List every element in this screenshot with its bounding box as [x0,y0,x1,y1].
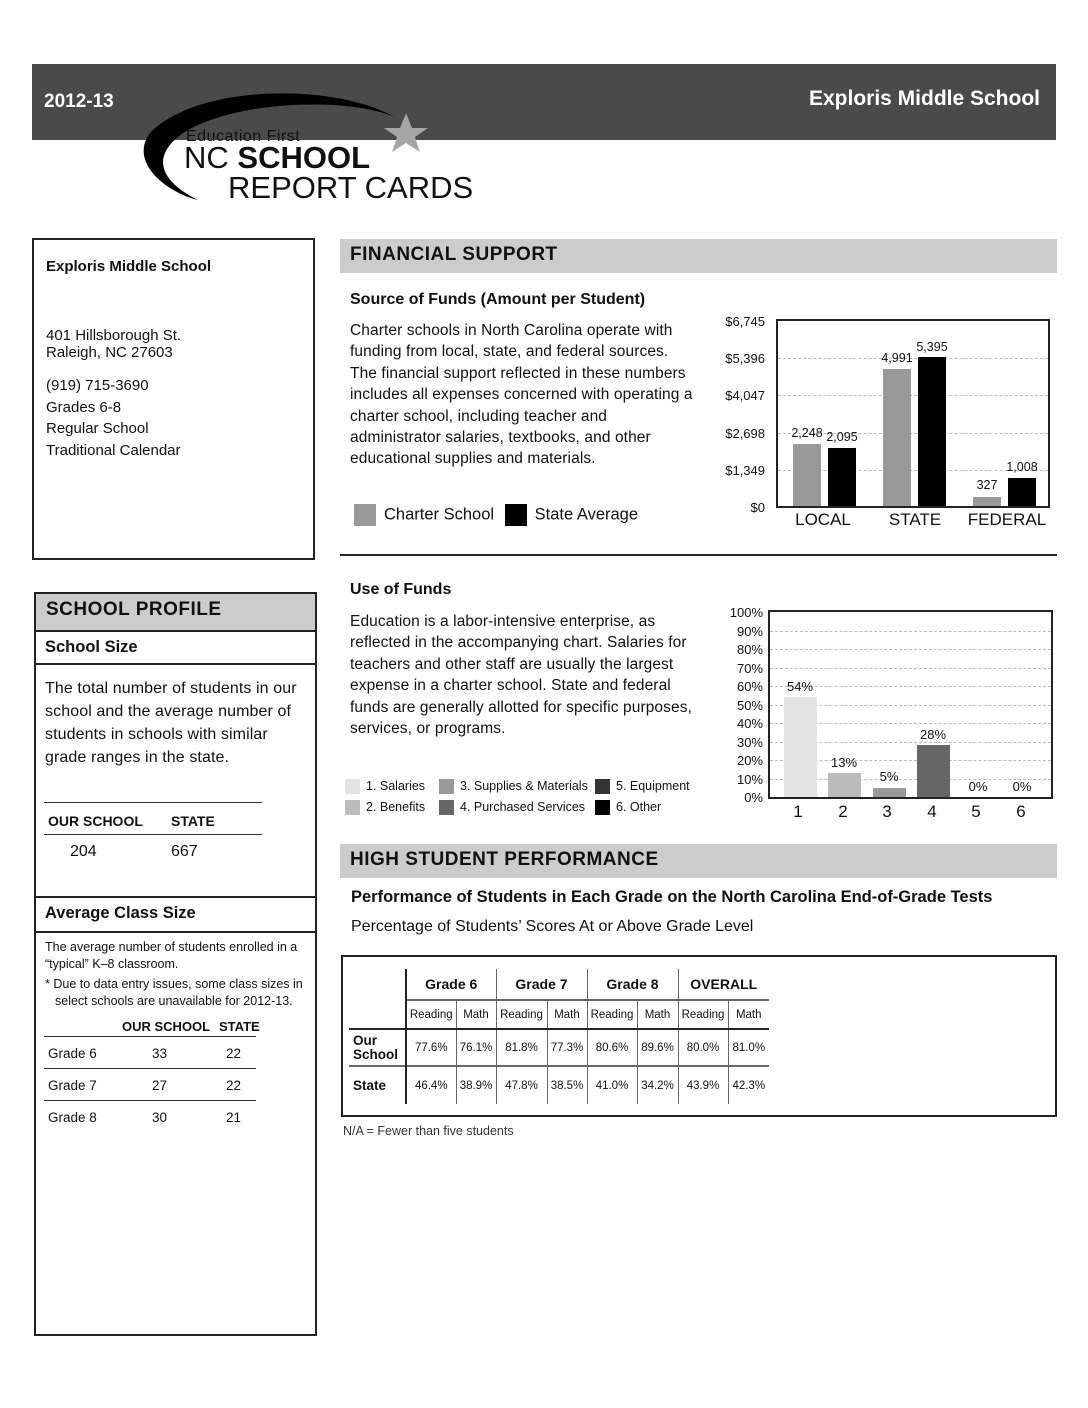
legend-swatch-supplies [439,779,454,794]
use-of-funds-text: Education is a labor-intensive enterprise, as reflected in the accompanying chart. Salaries for teachers and other staff are usually the largest expense in a charter school. State and federal funds are generally allotted for specific purposes, services, or programs. [350,613,692,738]
performance-table-box [341,955,1057,1117]
calendar-type: Traditional Calendar [46,441,181,459]
nc-school-report-cards-logo [138,88,478,213]
legend-swatch-other [595,800,610,815]
bar-federal-charter [973,497,1001,506]
x-label-state: STATE [888,510,942,529]
table-row: State 46.4% 38.9% 47.8% 38.5% 41.0% 34.2% 43.9% 42.3% [349,1066,769,1104]
class-row-grade: Grade 7 [48,1078,97,1093]
size-col-our-school: OUR SCHOOL [48,813,143,829]
performance-table: Grade 6 Grade 7 Grade 8 OVERALL Reading Math Reading Math Reading Math Reading Math Our School 77.6% 76.1% 81.8% 77.3% 80.6% 89.6% 80.0% 81.0% State 46.4% 38.9% 47.8% 38.5% 41.0% 34.2% 43.9% 42.3% [349,969,769,1104]
legend-swatch-benefits [345,800,360,815]
bar-local-charter [793,444,821,506]
bar-supplies [873,788,906,797]
financial-support-heading: FINANCIAL SUPPORT [340,239,1057,273]
logo-line1: Education First [186,128,301,145]
legend-swatch-state [505,504,527,526]
class-size-text: The average number of students enrolled in a “typical” K–8 classroom. [45,940,298,971]
bar-local-state [828,448,856,506]
average-class-size-title: Average Class Size [45,904,196,922]
x-label-federal: FEDERAL [967,510,1047,529]
class-row-grade: Grade 8 [48,1110,97,1125]
legend-swatch-salaries [345,779,360,794]
class-col-state: STATE [219,1019,260,1034]
school-type: Regular School [46,420,149,437]
star-icon [384,113,428,152]
header-school-name: Exploris Middle School [808,87,1040,110]
address-line2: Raleigh, NC 27603 [46,344,173,361]
school-size-text: The total number of students in our school and the average number of students in schools with similar grade ranges in the state. [45,680,297,766]
size-col-state: STATE [171,813,215,829]
report-year: 2012-13 [44,91,114,112]
source-of-funds-title: Source of Funds (Amount per Student) [350,291,646,308]
class-size-note: * Due to data entry issues, some class sizes in select schools are unavailable for 2012-13. [45,977,303,1008]
grades: Grades 6-8 [46,398,122,416]
use-of-funds-chart: 54% 13% 5% 28% 0% 0% [768,610,1053,799]
class-row-grade: Grade 6 [48,1046,97,1061]
group-header: OVERALL [678,969,769,1000]
size-our-school-value: 204 [70,843,97,860]
school-info-box [32,238,315,560]
bar-benefits [828,773,861,797]
x-label-local: LOCAL [795,510,851,529]
school-profile-heading: SCHOOL PROFILE [36,594,315,632]
school-size-title: School Size [36,632,315,665]
logo-line2: NC SCHOOL [184,140,371,175]
performance-subtitle: Percentage of Students’ Scores At or Above Grade Level [351,918,754,935]
source-of-funds-chart: 2,248 2,095 4,991 5,395 327 1,008 [776,319,1050,508]
legend-swatch-purchased [439,800,454,815]
group-header: Grade 7 [496,969,587,1000]
performance-title: Performance of Students in Each Grade on the North Carolina End-of-Grade Tests [351,888,993,906]
section-divider [340,554,1057,556]
size-state-value: 667 [171,843,198,860]
performance-footnote: N/A = Fewer than five students [343,1124,514,1138]
use-of-funds-title: Use of Funds [350,581,452,598]
table-row: Our School 77.6% 76.1% 81.8% 77.3% 80.6% 89.6% 80.0% 81.0% [349,1029,769,1066]
source-legend: Charter School State Average [354,504,638,526]
legend-swatch-charter [354,504,376,526]
bar-state-charter [883,369,911,506]
bar-state-state [918,357,946,506]
phone: (919) 715-3690 [46,377,149,394]
group-header: Grade 8 [587,969,678,1000]
source-of-funds-text: Charter schools in North Carolina operate with funding from local, state, and federal sources. The financial support reflected in these numbers includes all expenses concerned with operating a charter school, including teacher and administrator salaries, textbooks, and other educational supplies and materials. [350,322,693,468]
group-header: Grade 6 [406,969,496,1000]
logo-line3: REPORT CARDS [228,170,474,205]
class-col-our-school: OUR SCHOOL [122,1019,211,1034]
bar-purchased-services [917,745,950,797]
address-line1: 401 Hillsborough St. [46,327,182,344]
school-profile-panel: SCHOOL PROFILE School Size The total number of students in our school and the average number of students in schools with similar grade ranges in the state. OUR SCHOOL STATE 204 667 Average Class Size The average number of students enrolled in a “typical” K–8 classroom. * Due to data entry issues, some class sizes in select schools are unavailable for 2012-13. OUR SCHOOL STATE Grade 6 33 22 Grade 7 27 22 Grade 8 30 21 [34,592,317,1336]
legend-swatch-equipment [595,779,610,794]
high-student-performance-heading: HIGH STUDENT PERFORMANCE [340,844,1057,878]
bar-salaries [784,697,817,797]
info-school-name: Exploris Middle School [46,258,212,275]
